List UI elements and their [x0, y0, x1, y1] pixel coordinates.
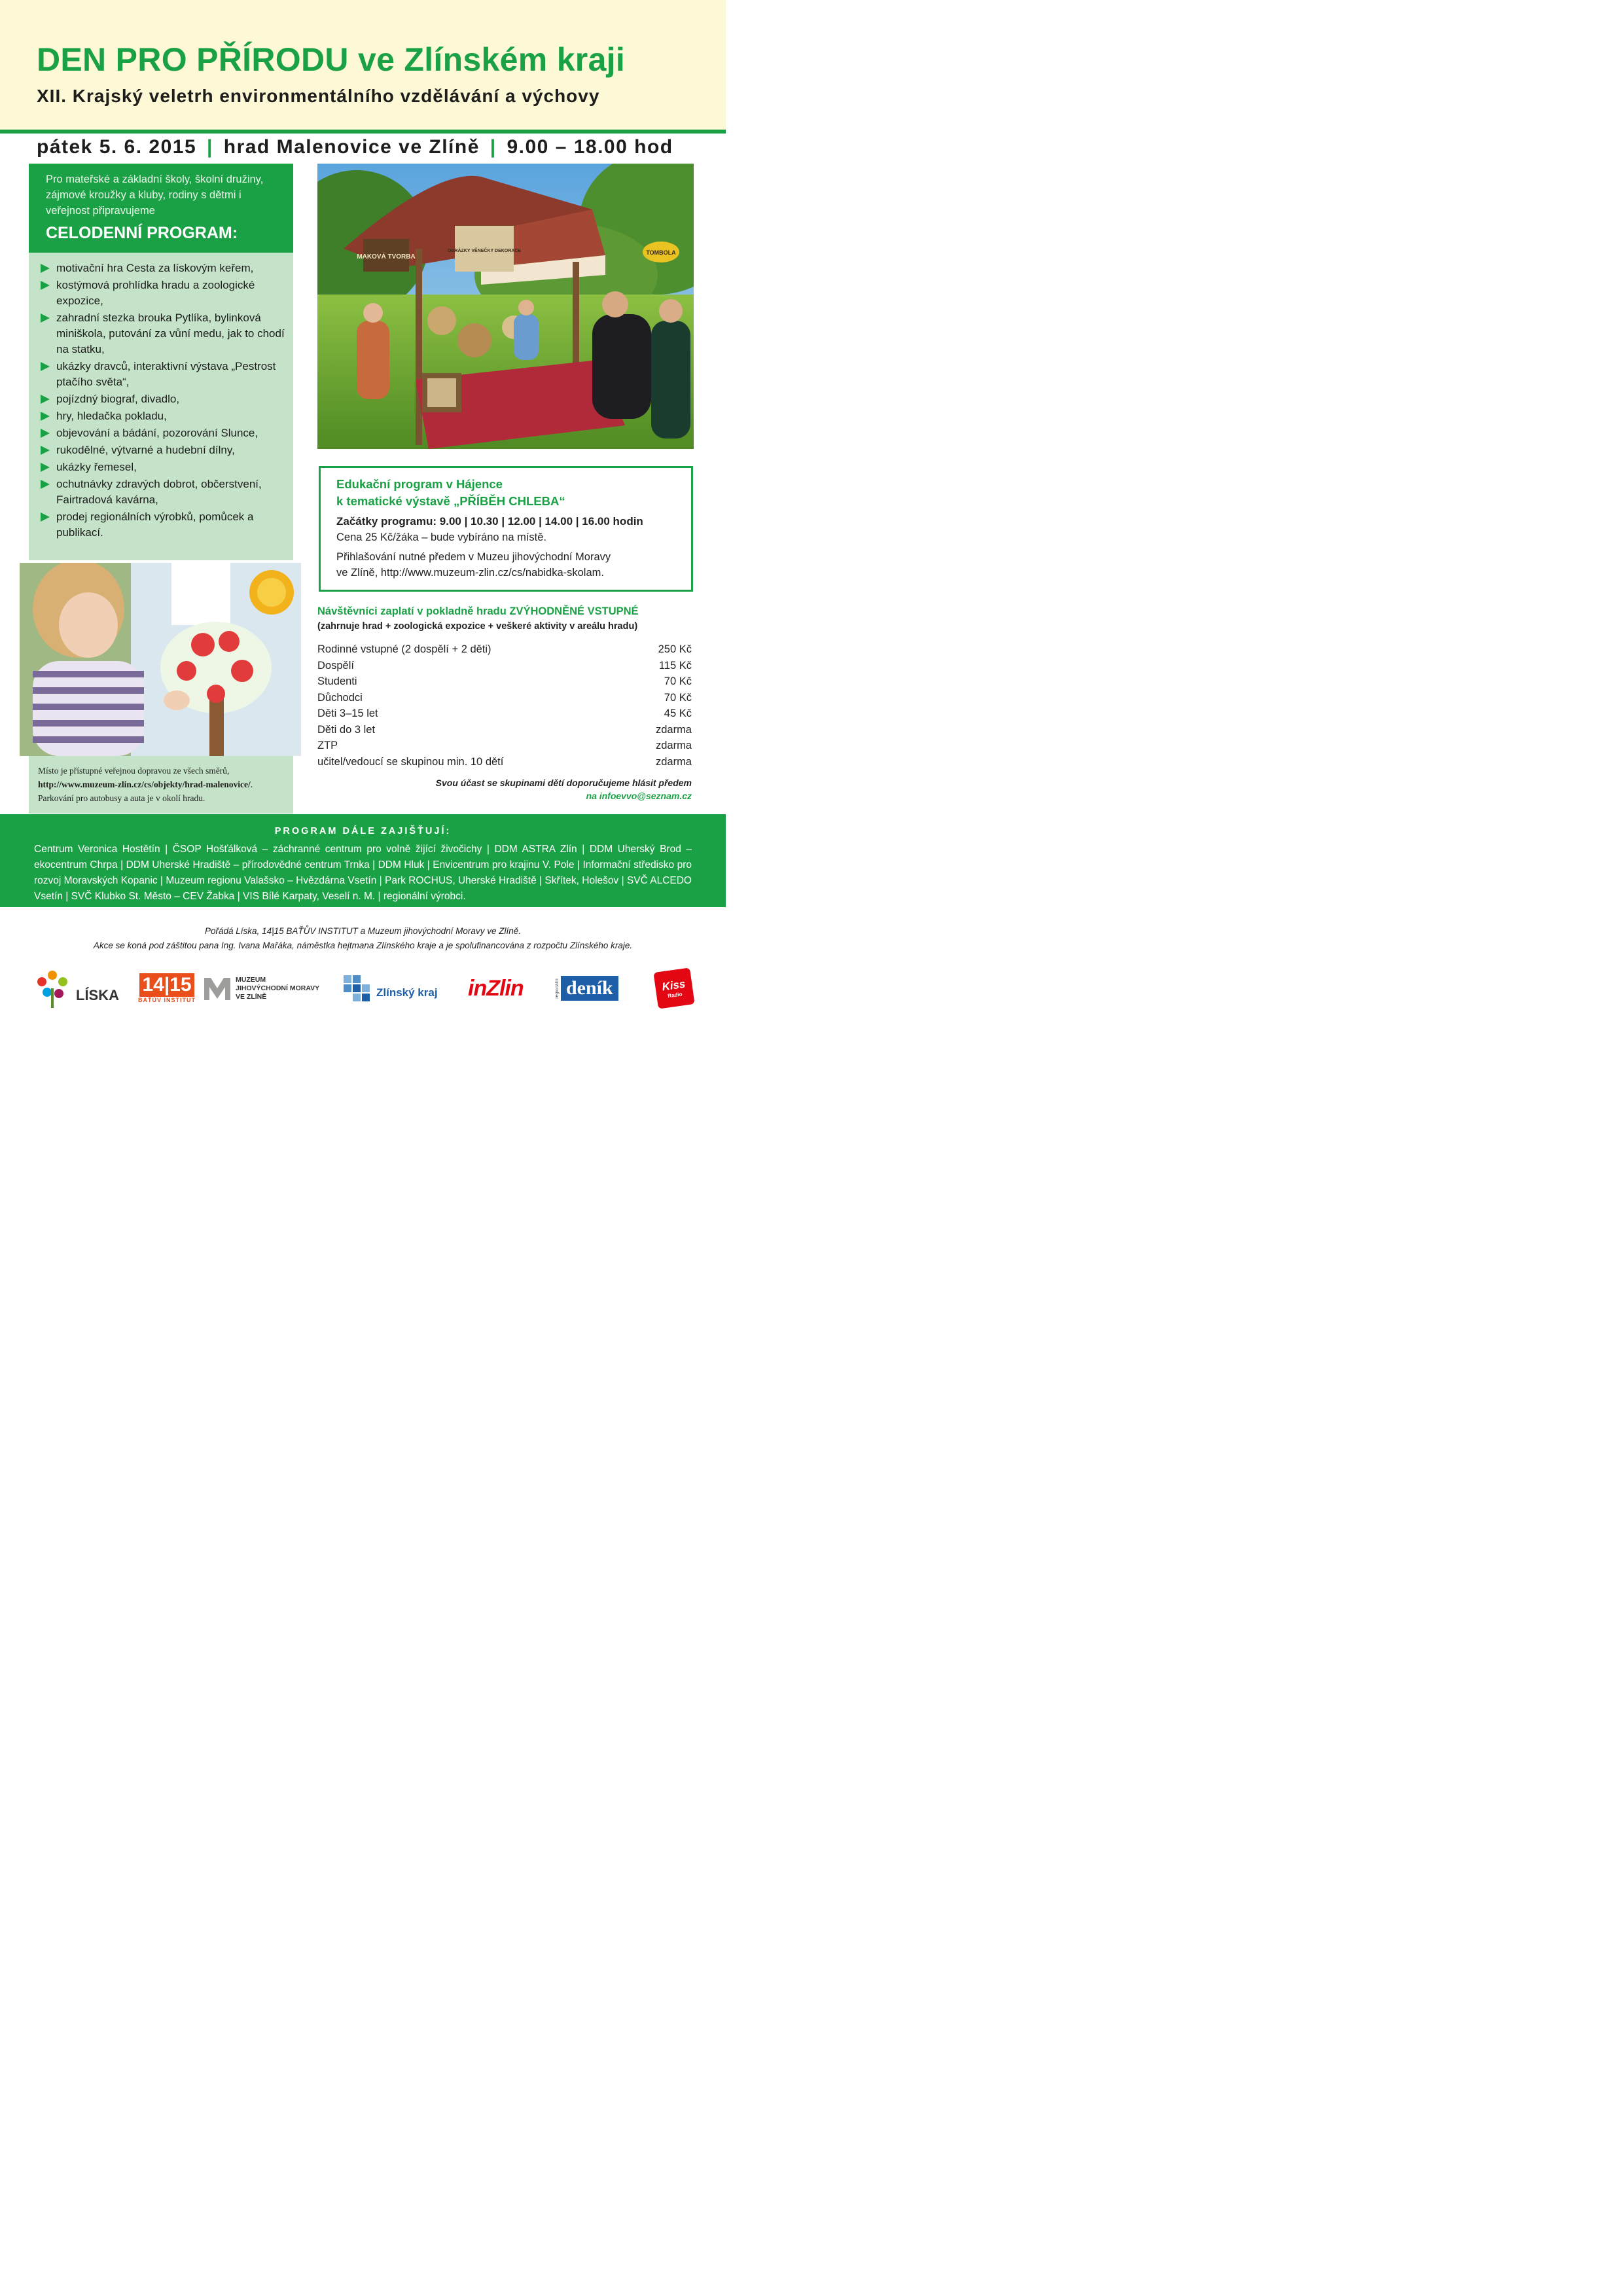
batuv-institut-name: BAŤŮV INSTITUT	[138, 997, 196, 1003]
program-item	[41, 310, 287, 357]
program-item-text: zahradní stezka brouka Pytlíka, bylinková miniškola, putování za vůní medu, jak to chodí na statku,	[56, 312, 285, 355]
ticket-heading: Návštěvníci zaplatí v pokladně hradu ZVÝHODNĚNÉ VSTUPNÉ	[317, 605, 639, 617]
muzeum-mark-icon	[203, 975, 232, 1001]
liska-logo-text: LÍSKA	[76, 987, 119, 1003]
page-title: DEN PRO PŘÍRODU ve Zlínském kraji	[37, 41, 626, 78]
ticket-label: učitel/vedoucí se skupinou min. 10 dětí	[317, 755, 504, 768]
edu-registration-line1: Přihlašování nutné předem v Muzeu jihovýchodní Moravy	[336, 551, 611, 563]
dateline-separator: |	[490, 136, 497, 158]
program-item-text: ukázky řemesel,	[56, 461, 137, 473]
contact-email-link[interactable]: na infoevvo@seznam.cz	[586, 791, 692, 801]
ticket-label: Děti do 3 let	[317, 723, 376, 736]
muzeum-logo	[203, 962, 334, 1014]
denik-text: deník	[561, 976, 618, 1001]
ticket-footer	[317, 776, 692, 802]
tombola-sign-text: TOMBOLA	[646, 249, 676, 256]
kiss-radio-logo	[656, 962, 695, 1014]
kids-activity-photo	[20, 563, 301, 756]
ticket-section	[317, 603, 692, 802]
muzeum-name-line1: MUZEUM	[236, 975, 266, 984]
market-stall-photo	[317, 164, 694, 449]
triangle-bullet-icon	[41, 429, 50, 438]
program-item-text: prodej regionálních výrobků, pomůcek a publikací.	[56, 511, 254, 539]
ticket-price: 250 Kč	[658, 643, 692, 655]
partners-text: Centrum Veronica Hostětín | ČSOP Hošťálková – záchranné centrum pro volně žijící živočichy | DDM ASTRA Zlín | DDM Uherský Brod – ekocentrum Chrpa | DDM Uherské Hradiště – přírodovědné centrum Trnka | DDM Hluk | Envicentrum pro krajinu V. Pole | Informační středisko pro rozvoj Moravských Kopanic | Muzeum regionu Valašsko – Hvězdárna Vsetín | Park ROCHUS, Uherské Hradiště | Skřítek, Holešov | SVČ ALCEDO Vsetín | SVČ Klubko St. Město – CEV Žabka | VIS Bílé Karpaty, Veselí n. M. | regionální výrobci.	[34, 844, 692, 902]
ticket-price-table	[317, 641, 692, 770]
kids-activity-illustration	[20, 563, 301, 756]
program-item-text: ochutnávky zdravých dobrot, občerstvení, Fairtradová kavárna,	[56, 478, 262, 506]
patronage-line: Akce se koná pod záštitou pana Ing. Ivana Mařáka, náměstka hejtmana Zlínského kraje a je spolufinancována z rozpočtu Zlínského kraje.	[93, 941, 633, 950]
event-place: hrad Malenovice ve Zlíně	[223, 136, 480, 158]
program-heading: CELODENNÍ PROGRAM:	[46, 224, 238, 242]
ticket-row	[317, 658, 692, 674]
zlinsky-kraj-text: Zlínský kraj	[376, 986, 438, 999]
program-item-text: motivační hra Cesta za lískovým keřem,	[56, 262, 254, 274]
program-item-text: rukodělné, výtvarné a hudební dílny,	[56, 444, 235, 456]
liska-logo	[33, 962, 124, 1014]
program-item	[41, 476, 287, 508]
triangle-bullet-icon	[41, 412, 50, 421]
program-item	[41, 278, 287, 309]
ticket-price: 70 Kč	[664, 691, 692, 704]
ticket-label: Dospělí	[317, 659, 354, 672]
page-subtitle: XII. Krajský veletrh environmentálního vzdělávání a výchovy	[37, 86, 600, 106]
program-item-text: kostýmová prohlídka hradu a zoologické expozice,	[56, 279, 255, 307]
triangle-bullet-icon	[41, 264, 50, 273]
muzeum-name-line3: VE ZLÍNĚ	[236, 992, 267, 1001]
stall-sign-makova-text: MAKOVÁ TVORBA	[357, 253, 416, 260]
market-stall-illustration	[317, 164, 694, 449]
triangle-bullet-icon	[41, 512, 50, 522]
header-divider	[0, 130, 726, 134]
ticket-row	[317, 673, 692, 690]
ticket-row	[317, 722, 692, 738]
program-item	[41, 260, 287, 276]
ticket-row	[317, 641, 692, 658]
access-url-end: .	[250, 780, 253, 789]
kiss-text: Kiss	[661, 977, 687, 993]
intro-text: Pro mateřské a základní školy, školní družiny, zájmové kroužky a kluby, rodiny s dětmi i veřejnost připravujeme	[46, 173, 264, 217]
program-box	[29, 253, 293, 560]
triangle-bullet-icon	[41, 395, 50, 404]
ticket-price: zdarma	[655, 723, 692, 736]
program-item	[41, 408, 287, 424]
program-item-text: objevování a bádání, pozorování Slunce,	[56, 427, 259, 439]
program-item	[41, 442, 287, 458]
program-item	[41, 509, 287, 541]
triangle-bullet-icon	[41, 446, 50, 455]
zlinsky-kraj-squares-icon	[344, 975, 374, 1001]
ticket-row	[317, 754, 692, 770]
program-item-text: ukázky dravců, interaktivní výstava „Pestrost ptačího světa“,	[56, 360, 276, 388]
organizer-info	[0, 924, 726, 953]
edu-title-line1: Edukační program v Hájence	[336, 477, 503, 491]
partners-band	[0, 814, 726, 907]
zlinsky-kraj-logo	[344, 962, 455, 1014]
inzlin-logo	[468, 962, 546, 1014]
edu-price: Cena 25 Kč/žáka – bude vybíráno na místě.	[336, 531, 547, 543]
program-item	[41, 459, 287, 475]
event-time: 9.00 – 18.00 hod	[507, 136, 673, 158]
liska-flower-icon	[33, 969, 72, 1008]
ticket-note: (zahrnuje hrad + zoologická expozice + veškeré aktivity v areálu hradu)	[317, 621, 638, 632]
program-item-text: pojízdný biograf, divadlo,	[56, 393, 180, 405]
intro-box	[29, 164, 293, 253]
castle-url-link[interactable]: http://www.muzeum-zlin.cz/cs/objekty/hrad-malenovice/	[38, 780, 251, 789]
edu-times: Začátky programu: 9.00 | 10.30 | 12.00 | 14.00 | 16.00 hodin	[336, 515, 643, 528]
partners-heading: PROGRAM DÁLE ZAJIŠŤUJÍ:	[274, 826, 452, 836]
ticket-row	[317, 738, 692, 754]
program-list	[41, 260, 287, 541]
triangle-bullet-icon	[41, 463, 50, 472]
ticket-row	[317, 690, 692, 706]
program-item-text: hry, hledačka pokladu,	[56, 410, 167, 422]
kiss-sub-text: Radio	[667, 990, 683, 999]
ticket-price: 115 Kč	[658, 659, 692, 672]
edu-registration-line2: ve Zlíně, http://www.muzeum-zlin.cz/cs/nabidka-skolam.	[336, 567, 604, 579]
batuv-institut-logo	[137, 962, 196, 1014]
edu-program-box	[319, 466, 693, 592]
inzlin-text: inZlin	[468, 975, 524, 1001]
ticket-price: zdarma	[655, 755, 692, 768]
muzeum-name-line2: JIHOVÝCHODNÍ MORAVY	[236, 984, 320, 992]
triangle-bullet-icon	[41, 281, 50, 290]
ticket-price: 45 Kč	[664, 708, 692, 719]
ticket-label: Rodinné vstupné (2 dospělí + 2 děti)	[317, 643, 491, 655]
ticket-label: Děti 3–15 let	[317, 708, 378, 719]
triangle-bullet-icon	[41, 314, 50, 323]
stall-sign-obrazky-text: OBRÁZKY VĚNEČKY DEKORACE	[447, 249, 522, 253]
ticket-label: Studenti	[317, 675, 357, 687]
denik-small-text: regionální	[555, 978, 560, 999]
event-dateline	[37, 136, 673, 158]
ticket-price: 70 Kč	[664, 675, 692, 687]
program-item	[41, 359, 287, 390]
ticket-row	[317, 706, 692, 722]
access-line: Místo je přístupné veřejnou dopravou ze všech směrů,	[38, 766, 230, 776]
event-date: pátek 5. 6. 2015	[37, 136, 197, 158]
dateline-separator: |	[207, 136, 213, 158]
edu-title-line2: k tematické výstavě „PŘÍBĚH CHLEBA“	[336, 494, 565, 508]
triangle-bullet-icon	[41, 362, 50, 371]
kiss-radio-badge	[653, 967, 694, 1009]
ticket-label: ZTP	[317, 740, 338, 751]
denik-logo	[555, 962, 637, 1014]
organizer-line: Pořádá Líska, 14|15 BAŤŮV INSTITUT a Muzeum jihovýchodní Moravy ve Zlíně.	[205, 926, 521, 936]
batuv-institut-number: 14|15	[139, 973, 194, 997]
program-item	[41, 425, 287, 441]
ticket-price: zdarma	[655, 740, 692, 751]
muzeum-logo-text	[236, 976, 319, 1001]
access-info-box	[29, 756, 293, 814]
program-item	[41, 391, 287, 407]
header-band	[0, 0, 726, 130]
ticket-footer-line: Svou účast se skupinami dětí doporučujeme hlásit předem	[435, 778, 692, 788]
ticket-label: Důchodci	[317, 691, 363, 704]
triangle-bullet-icon	[41, 480, 50, 489]
sponsor-logos	[0, 962, 726, 1014]
parking-line: Parkování pro autobusy a auta je v okolí hradu.	[38, 793, 205, 803]
